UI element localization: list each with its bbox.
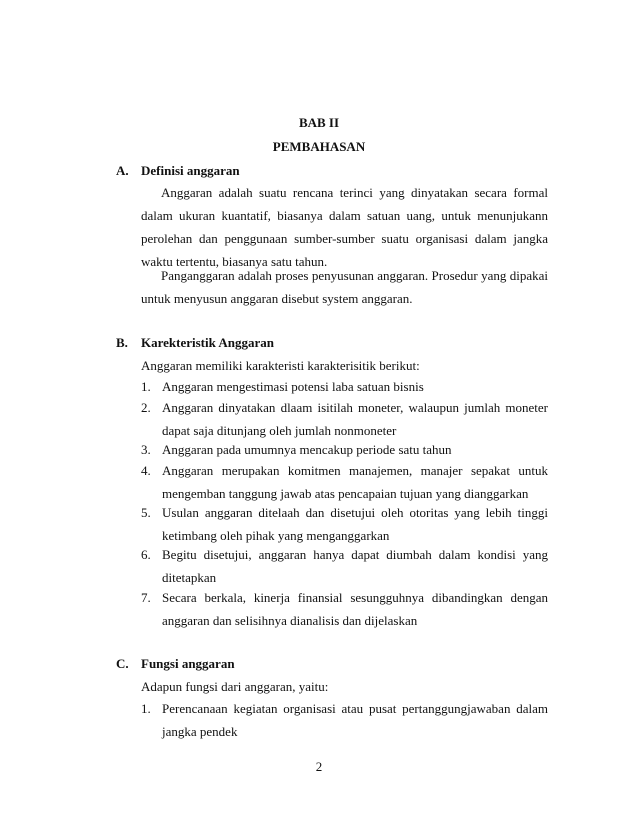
list-item-text: Anggaran merupakan komitmen manajemen, manajer sepakat untuk mengemban tanggung jawab atas pencapaian tujuan yang dianggarkan xyxy=(162,463,548,501)
section-b-letter: B. xyxy=(116,335,128,350)
section-a-paragraph-2: Panganggaran adalah proses penyusunan anggaran. Prosedur yang dipakai untuk menyusun anggaran disebut system anggaran. xyxy=(141,268,548,306)
list-item-text: Anggaran dinyatakan dlaam isitilah moneter, walaupun jumlah moneter dapat saja ditunjang oleh jumlah nonmoneter xyxy=(162,400,548,438)
list-item xyxy=(141,438,548,461)
list-item-number: 5. xyxy=(141,505,151,520)
list-item xyxy=(141,501,548,547)
section-b-heading xyxy=(116,335,274,351)
section-a-letter: A. xyxy=(116,163,129,178)
list-item-text: Perencanaan kegiatan organisasi atau pusat pertanggungjawaban dalam jangka pendek xyxy=(162,701,548,739)
list-item xyxy=(141,396,548,442)
list-item xyxy=(141,459,548,505)
section-a-heading xyxy=(116,163,240,179)
chapter-label: BAB II xyxy=(298,115,340,130)
section-b-intro: Anggaran memiliki karakteristi karakterisitik berikut: xyxy=(141,358,420,373)
section-c-letter: C. xyxy=(116,656,129,671)
section-c-intro: Adapun fungsi dari anggaran, yaitu: xyxy=(141,679,329,694)
section-a-paragraph-1: Anggaran adalah suatu rencana terinci yang dinyatakan secara formal dalam ukuran kuantatif, biasanya dalam satuan uang, untuk menunjukann perolehan dan penggunaan sumber-sumber suatu organisasi dalam jangka waktu tertentu, biasanya satu tahun. xyxy=(141,185,548,269)
list-item xyxy=(141,543,548,589)
page-number: 2 xyxy=(315,759,323,774)
section-c-heading xyxy=(116,656,235,672)
list-item-text: Usulan anggaran ditelaah dan disetujui oleh otoritas yang lebih tinggi ketimbang oleh pihak yang menganggarkan xyxy=(162,505,548,543)
list-item-number: 2. xyxy=(141,400,151,415)
list-item-number: 4. xyxy=(141,463,151,478)
list-item-number: 1. xyxy=(141,701,151,716)
list-item xyxy=(141,586,548,632)
section-a-title: Definisi anggaran xyxy=(141,163,240,178)
list-item-number: 6. xyxy=(141,547,151,562)
list-item-text: Anggaran mengestimasi potensi laba satuan bisnis xyxy=(162,379,424,394)
list-item-number: 1. xyxy=(141,379,151,394)
list-item-text: Anggaran pada umumnya mencakup periode satu tahun xyxy=(162,442,452,457)
list-item xyxy=(141,697,548,743)
list-item-number: 3. xyxy=(141,442,151,457)
section-c-title: Fungsi anggaran xyxy=(141,656,235,671)
list-item xyxy=(141,375,548,398)
section-b-title: Karekteristik Anggaran xyxy=(141,335,275,350)
chapter-title: PEMBAHASAN xyxy=(272,139,366,154)
list-item-text: Secara berkala, kinerja finansial sesungguhnya dibandingkan dengan anggaran dan selisihnya dianalisis dan dijelaskan xyxy=(162,590,548,628)
list-item-text: Begitu disetujui, anggaran hanya dapat diumbah dalam kondisi yang ditetapkan xyxy=(162,547,548,585)
list-item-number: 7. xyxy=(141,590,151,605)
